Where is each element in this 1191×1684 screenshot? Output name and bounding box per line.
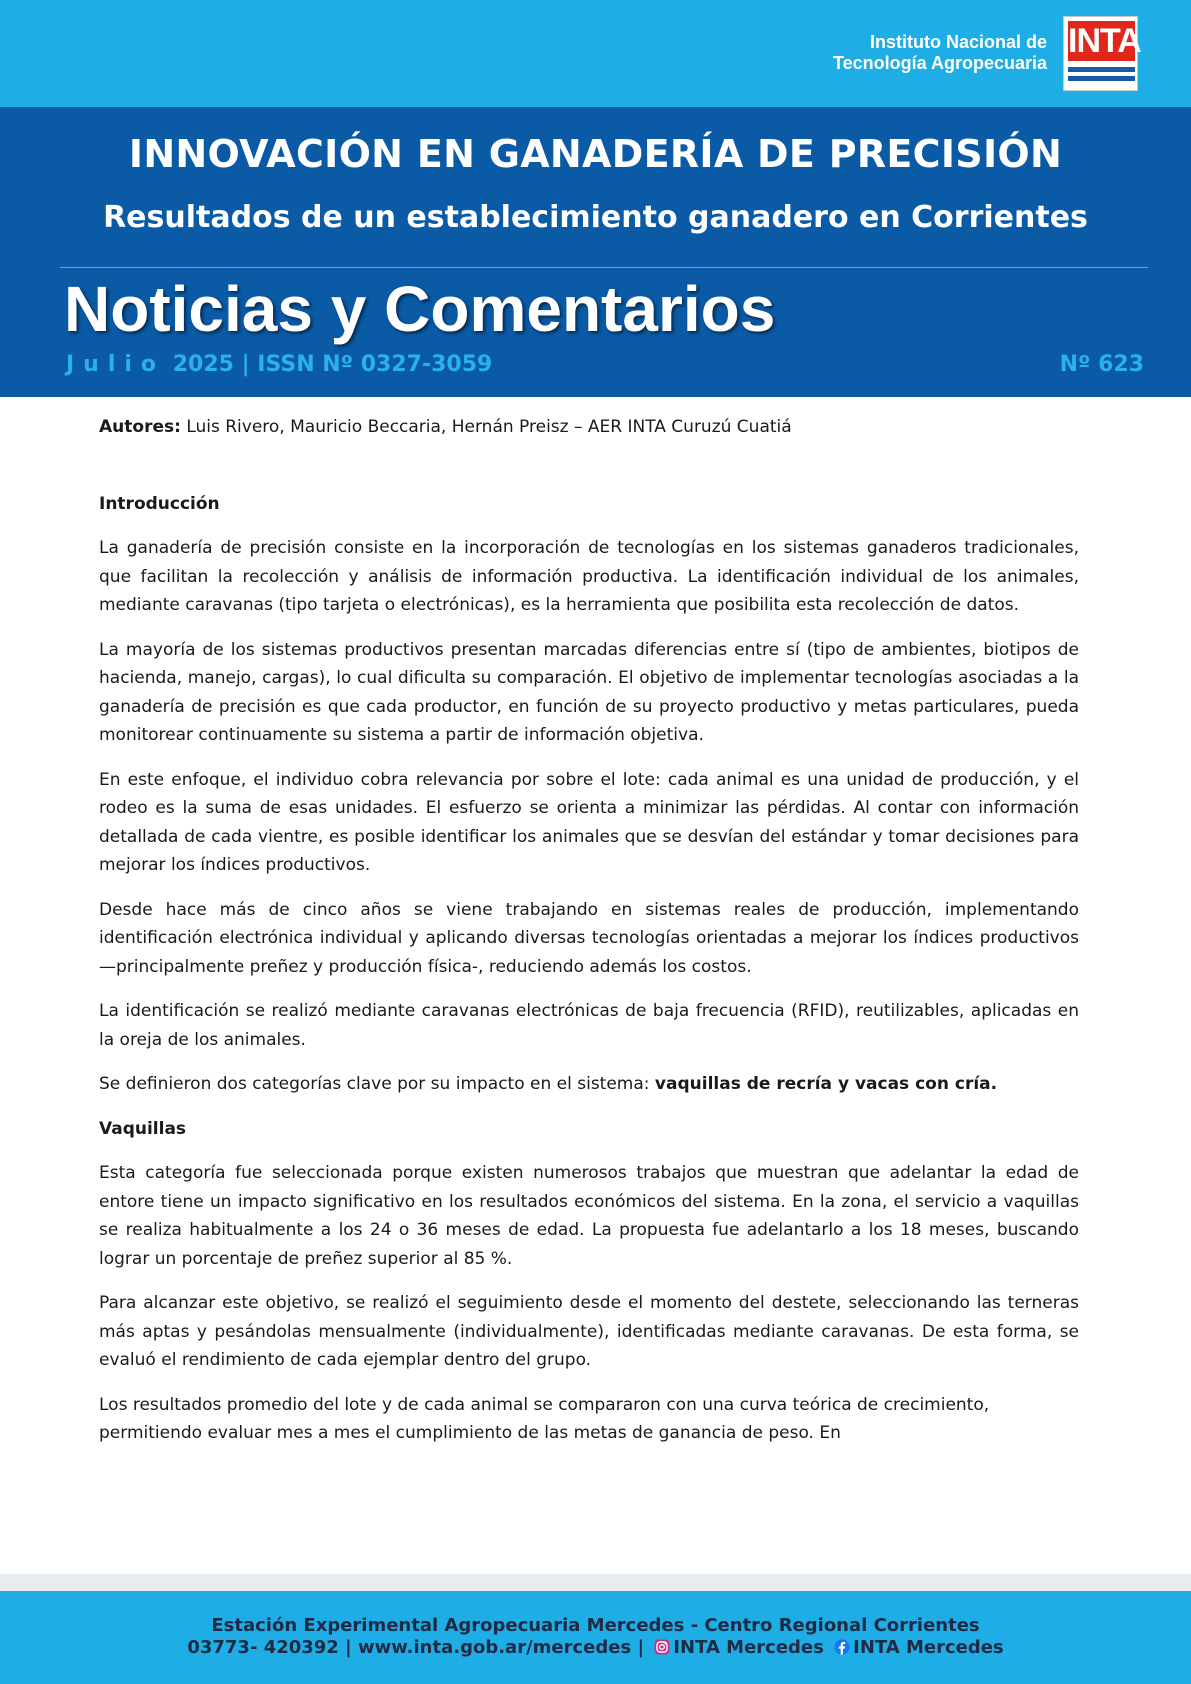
document-title: INNOVACIÓN EN GANADERÍA DE PRECISIÓN (128, 132, 1063, 176)
categories-bold: vaquillas de recría y vacas con cría. (654, 1074, 998, 1094)
article-body (99, 413, 1079, 1464)
paragraph: La identificación se realizó mediante caravanas electrónicas de baja frecuencia (RFID), reutilizables, aplicadas en la oreja de los animales. (99, 1001, 1079, 1050)
issue-month: Julio (66, 352, 166, 377)
paragraph: La mayoría de los sistemas productivos presentan marcadas diferencias entre sí (tipo de ambientes, biotipos de hacienda, manejo, cargas), lo cual dificulta su comparación. El objetivo de implementar tecnologías asociadas a la ganadería de precisión es que cada productor, en función de su proyecto productivo y metas particulares, pueda monitorear continuamente su sistema a partir de información objetiva. (99, 639, 1079, 745)
logo-stripe (1068, 67, 1135, 72)
inta-logo (1063, 16, 1141, 91)
top-banner (0, 0, 1191, 107)
paragraph: En este enfoque, el individuo cobra relevancia por sobre el lote: cada animal es una unidad de producción, y el rodeo es la suma de esas unidades. El esfuerzo se orienta a minimizar las pérdidas. Al contar con información detallada de cada vientre, es posible identificar los animales que se desvían del estándar y tomar decisiones para mejorar los índices productivos. (99, 769, 1079, 875)
newsletter-masthead: Noticias y Comentarios (64, 273, 776, 345)
footer-instagram[interactable]: INTA Mercedes (673, 1637, 824, 1658)
paragraph: Los resultados promedio del lote y de cada animal se compararon con una curva teórica de crecimiento, permitiendo evaluar mes a mes el cumplimiento de las metas de ganancia de peso. En (99, 1394, 990, 1443)
instagram-icon[interactable] (654, 1639, 670, 1655)
paragraph-categories (99, 1070, 1079, 1099)
paragraph: La ganadería de precisión consiste en la incorporación de tecnologías en los sistemas ganaderos tradicionales, que facilitan la recolección y análisis de información productiva. La identificación individual de los animales, mediante caravanas (tipo tarjeta o electrónicas), es la herramienta que posibilita esta recolección de datos. (99, 538, 1079, 615)
inta-logo-text: INTA (1068, 22, 1141, 60)
issue-date-issn (66, 352, 492, 377)
issue-number: Nº 623 (1059, 352, 1144, 377)
authors-line (99, 413, 1079, 442)
footer-phone-web[interactable]: 03773- 420392 | www.inta.gob.ar/mercedes | (187, 1637, 645, 1658)
section-heading-vaquillas: Vaquillas (99, 1118, 187, 1139)
footer-separator (0, 1574, 1191, 1591)
footer-station: Estación Experimental Agropecuaria Mercedes - Centro Regional Corrientes (211, 1615, 980, 1636)
paragraph: Esta categoría fue seleccionada porque existen numerosos trabajos que muestran que adelantar la edad de entore tiene un impacto significativo en los resultados económicos del sistema. En la zona, el servicio a vaquillas se realiza habitualmente a los 24 o 36 meses de edad. La propuesta fue adelantarlo a los 18 meses, buscando lograr un porcentaje de preñez superior al 85 %. (99, 1163, 1079, 1269)
footer-facebook[interactable]: INTA Mercedes (853, 1637, 1004, 1658)
paragraph: Desde hace más de cinco años se viene trabajando en sistemas reales de producción, implementando identificación electrónica individual y aplicando diversas tecnologías orientadas a mejorar los índices productivos —principalmente preñez y producción física-, reduciendo además los costos. (99, 899, 1079, 977)
issue-issn: 2025 | ISSN Nº 0327-3059 (172, 352, 493, 377)
facebook-icon[interactable] (834, 1639, 850, 1655)
authors-names: Luis Rivero, Mauricio Beccaria, Hernán Preisz – AER INTA Curuzú Cuatiá (186, 417, 792, 437)
footer-contact (0, 1637, 1191, 1658)
categories-text: Se definieron dos categorías clave por su impacto en el sistema: (99, 1074, 655, 1094)
institute-name (833, 32, 1047, 74)
institute-name-line2: Tecnología Agropecuaria (832, 53, 1047, 73)
logo-stripe (1068, 76, 1135, 81)
footer (0, 1591, 1191, 1684)
paragraph: Para alcanzar este objetivo, se realizó el seguimiento desde el momento del destete, seleccionando las terneras más aptas y pesándolas mensualmente (individualmente), identificadas mediante caravanas. De esta forma, se evaluó el rendimiento de cada ejemplar dentro del grupo. (99, 1293, 1079, 1370)
institute-name-line1: Instituto Nacional de (869, 32, 1047, 52)
document-subtitle: Resultados de un establecimiento ganadero en Corrientes (103, 200, 1088, 235)
authors-label: Autores: (99, 417, 181, 437)
header-divider (60, 267, 1148, 268)
section-heading-introduccion: Introducción (99, 493, 220, 514)
